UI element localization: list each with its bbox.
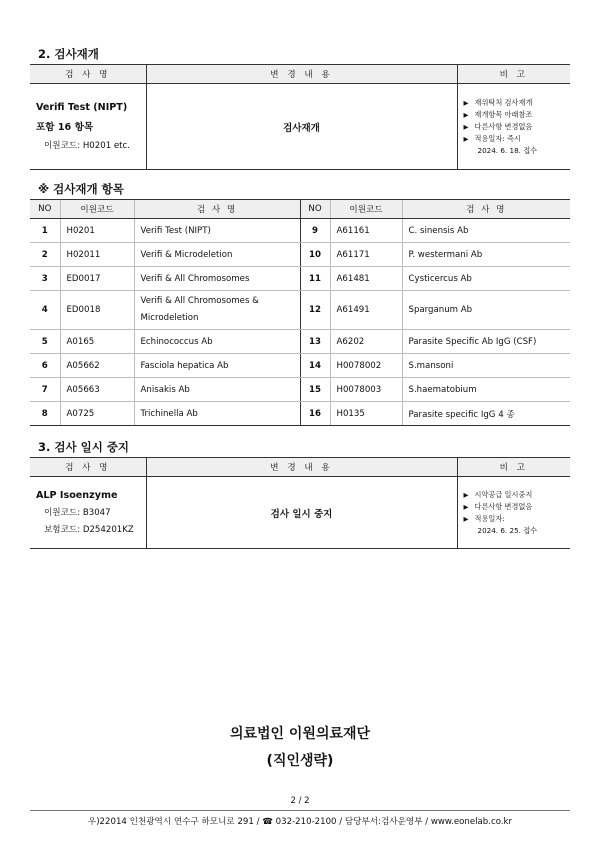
- resume-items-title: ※ 검사재개 항목: [38, 182, 124, 196]
- table-row: [30, 354, 570, 378]
- table-row: [30, 243, 570, 267]
- row-no: 3: [30, 267, 60, 291]
- row-test-name: Fasciola hepatica Ab: [134, 354, 300, 378]
- table-row: [30, 219, 570, 243]
- test-name-cell: [30, 84, 146, 170]
- row-code: A61171: [330, 243, 402, 267]
- header-no: NO: [300, 200, 330, 219]
- footer-divider: [30, 810, 570, 811]
- row-code: ED0018: [60, 291, 134, 330]
- remark-item: ▶ 재위탁처 검사재개: [464, 97, 565, 109]
- row-test-name: Verifi & Microdeletion: [134, 243, 300, 267]
- change-content: 검사재개: [146, 84, 457, 170]
- row-test-name-line2: Microdeletion: [140, 313, 199, 323]
- remark-date: 2024. 6. 18. 접수: [477, 145, 538, 155]
- test-name: Verifi Test (NIPT): [36, 102, 128, 113]
- header-code: 이원코드: [60, 200, 134, 219]
- header-test-name: 검 사 명: [30, 458, 146, 477]
- row-no: 12: [300, 291, 330, 330]
- remark-date: 2024. 6. 25. 접수: [477, 525, 538, 535]
- row-code: A0165: [60, 330, 134, 354]
- row-test-name: Sparganum Ab: [402, 291, 570, 330]
- page-number: 2 / 2: [290, 796, 310, 806]
- row-test-name: S.mansoni: [402, 354, 570, 378]
- table-row: [30, 378, 570, 402]
- test-name-cell: [30, 477, 146, 549]
- header-test-name: 검 사 명: [134, 200, 300, 219]
- header-no: NO: [30, 200, 60, 219]
- change-content: 검사 일시 중지: [146, 477, 457, 549]
- test-count: 포함 16 항목: [36, 122, 94, 133]
- row-test-name: Echinococcus Ab: [134, 330, 300, 354]
- organization-name: 의료법인 이원의료재단: [229, 726, 371, 742]
- row-test-name: S.haematobium: [402, 378, 570, 402]
- resume-items-table: [30, 199, 570, 426]
- insurance-code: 보험코드: D254201KZ: [44, 525, 134, 535]
- header-change: 변 경 내 용: [146, 65, 457, 84]
- row-code: A61161: [330, 219, 402, 243]
- row-test-name: Verifi Test (NIPT): [134, 219, 300, 243]
- row-no: 6: [30, 354, 60, 378]
- row-test-name: Parasite Specific Ab IgG (CSF): [402, 330, 570, 354]
- row-no: 2: [30, 243, 60, 267]
- row-code: A6202: [330, 330, 402, 354]
- row-test-name: [134, 291, 300, 330]
- row-code: A61481: [330, 267, 402, 291]
- row-test-name: Anisakis Ab: [134, 378, 300, 402]
- remarks-cell: [457, 84, 570, 170]
- row-test-name: Parasite specific IgG 4 종: [402, 402, 570, 426]
- row-no: 1: [30, 219, 60, 243]
- test-code: 이원코드: B3047: [44, 508, 111, 518]
- row-test-name: Trichinella Ab: [134, 402, 300, 426]
- row-no: 13: [300, 330, 330, 354]
- table-row: [30, 267, 570, 291]
- header-test-name: 검 사 명: [402, 200, 570, 219]
- row-no: 4: [30, 291, 60, 330]
- row-no: 15: [300, 378, 330, 402]
- row-code: H0078002: [330, 354, 402, 378]
- header-remarks: 비 고: [457, 65, 570, 84]
- remark-item: ▶ 다른사항 변경없음: [464, 121, 565, 133]
- row-test-name: Verifi & All Chromosomes: [134, 267, 300, 291]
- remark-item: ▶ 재개항목 아래참조: [464, 109, 565, 121]
- remark-item: ▶ 적용일자: 즉시: [464, 133, 565, 145]
- table-row: [30, 291, 570, 330]
- row-test-name: Cysticercus Ab: [402, 267, 570, 291]
- row-no: 8: [30, 402, 60, 426]
- remark-item: ▶ 시약공급 일시중지: [464, 489, 565, 501]
- header-remarks: 비 고: [457, 458, 570, 477]
- row-code: ED0017: [60, 267, 134, 291]
- row-code: H0201: [60, 219, 134, 243]
- suspension-table: [30, 457, 570, 549]
- test-name: ALP Isoenzyme: [36, 490, 118, 501]
- row-code: H0078003: [330, 378, 402, 402]
- remarks-cell: [457, 477, 570, 549]
- row-no: 10: [300, 243, 330, 267]
- header-test-name: 검 사 명: [30, 65, 146, 84]
- row-code: H02011: [60, 243, 134, 267]
- section-3-title: 3. 검사 일시 중지: [38, 440, 130, 454]
- row-code: H0135: [330, 402, 402, 426]
- seal-omitted: (직인생략): [266, 753, 334, 769]
- row-no: 5: [30, 330, 60, 354]
- table-row: [30, 402, 570, 426]
- remark-item: ▶ 적용일자:: [464, 513, 565, 525]
- test-code: 이원코드: H0201 etc.: [44, 141, 131, 151]
- row-test-name: P. westermani Ab: [402, 243, 570, 267]
- header-change: 변 경 내 용: [146, 458, 457, 477]
- row-code: A61491: [330, 291, 402, 330]
- row-code: A0725: [60, 402, 134, 426]
- row-no: 11: [300, 267, 330, 291]
- header-code: 이원코드: [330, 200, 402, 219]
- row-no: 14: [300, 354, 330, 378]
- row-code: A05663: [60, 378, 134, 402]
- remark-item: ▶ 다른사항 변경없음: [464, 501, 565, 513]
- row-no: 16: [300, 402, 330, 426]
- table-row: [30, 330, 570, 354]
- resume-summary-table: [30, 64, 570, 170]
- row-test-name: C. sinensis Ab: [402, 219, 570, 243]
- row-test-name-line1: Verifi & All Chromosomes &: [140, 296, 259, 306]
- row-no: 9: [300, 219, 330, 243]
- row-no: 7: [30, 378, 60, 402]
- row-code: A05662: [60, 354, 134, 378]
- section-2-title: 2. 검사재개: [38, 47, 99, 61]
- footer-address: 우)22014 인천광역시 연수구 하모니로 291 / ☎ 032-210-2100 / 담당부서:검사운영부 / www.eonelab.co.kr: [87, 817, 513, 827]
